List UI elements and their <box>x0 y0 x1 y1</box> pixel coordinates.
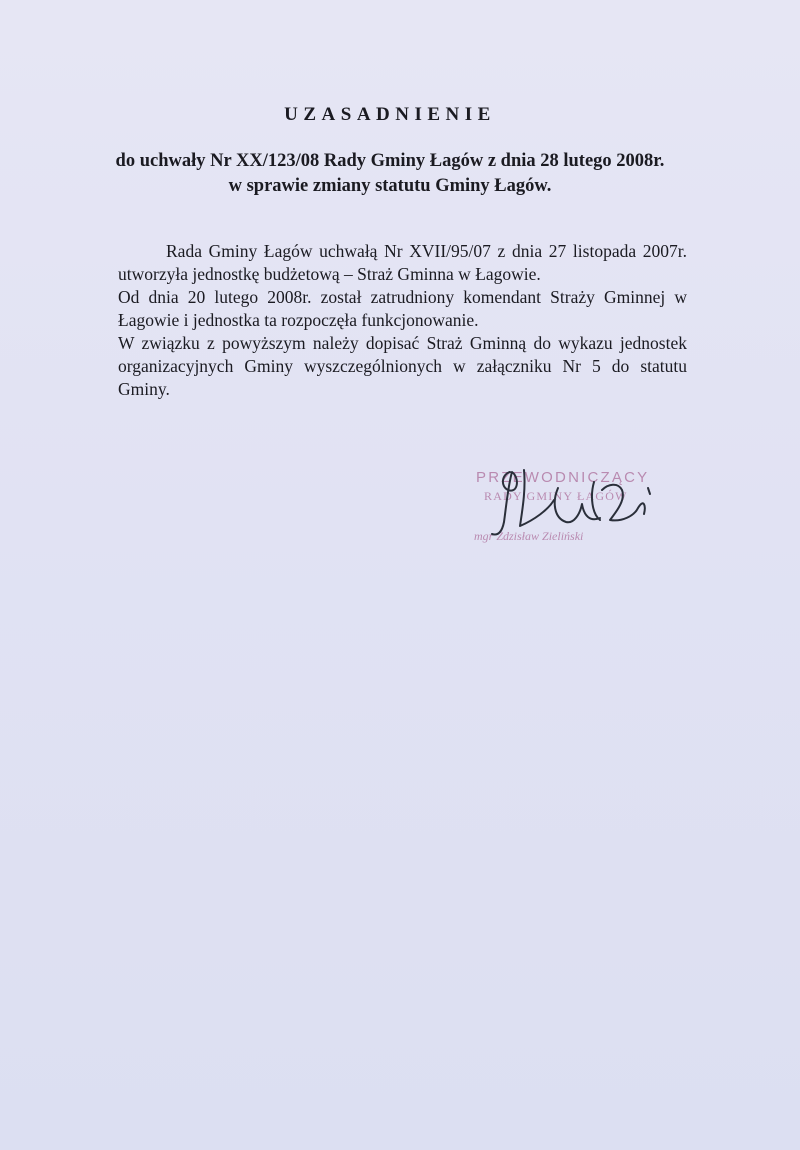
subtitle-line-1: do uchwały Nr XX/123/08 Rady Gminy Łagów z dnia 28 lutego 2008r. <box>115 151 665 171</box>
stamp-line-2: RADY GMINY ŁAGÓW <box>484 489 628 503</box>
paragraph-3: W związku z powyższym należy dopisać Straż Gminną do wykazu jednostek organizacyjnych Gminy wyszczególnionych w załączniku Nr 5 do statutu Gminy. <box>118 333 687 399</box>
document-heading: UZASADNIENIE <box>284 104 496 125</box>
paragraph-1: Rada Gminy Łagów uchwałą Nr XVII/95/07 z dnia 27 listopada 2007r. utworzyła jednostkę budżetową – Straż Gminna w Łagowie. <box>118 241 687 284</box>
stamp-line-3: mgr Zdzisław Zieliński <box>474 529 584 543</box>
document-body <box>118 240 687 401</box>
stamp-line-1: PRZEWODNICZĄCY <box>476 469 650 486</box>
stamp-graphic <box>462 460 672 560</box>
paragraph-2: Od dnia 20 lutego 2008r. został zatrudniony komendant Straży Gminnej w Łagowie i jednostka ta rozpoczęła funkcjonowanie. <box>118 287 687 330</box>
subtitle-line-2: w sprawie zmiany statutu Gminy Łagów. <box>228 176 552 196</box>
document-subtitle <box>0 149 780 199</box>
official-stamp-with-signature <box>462 460 672 560</box>
